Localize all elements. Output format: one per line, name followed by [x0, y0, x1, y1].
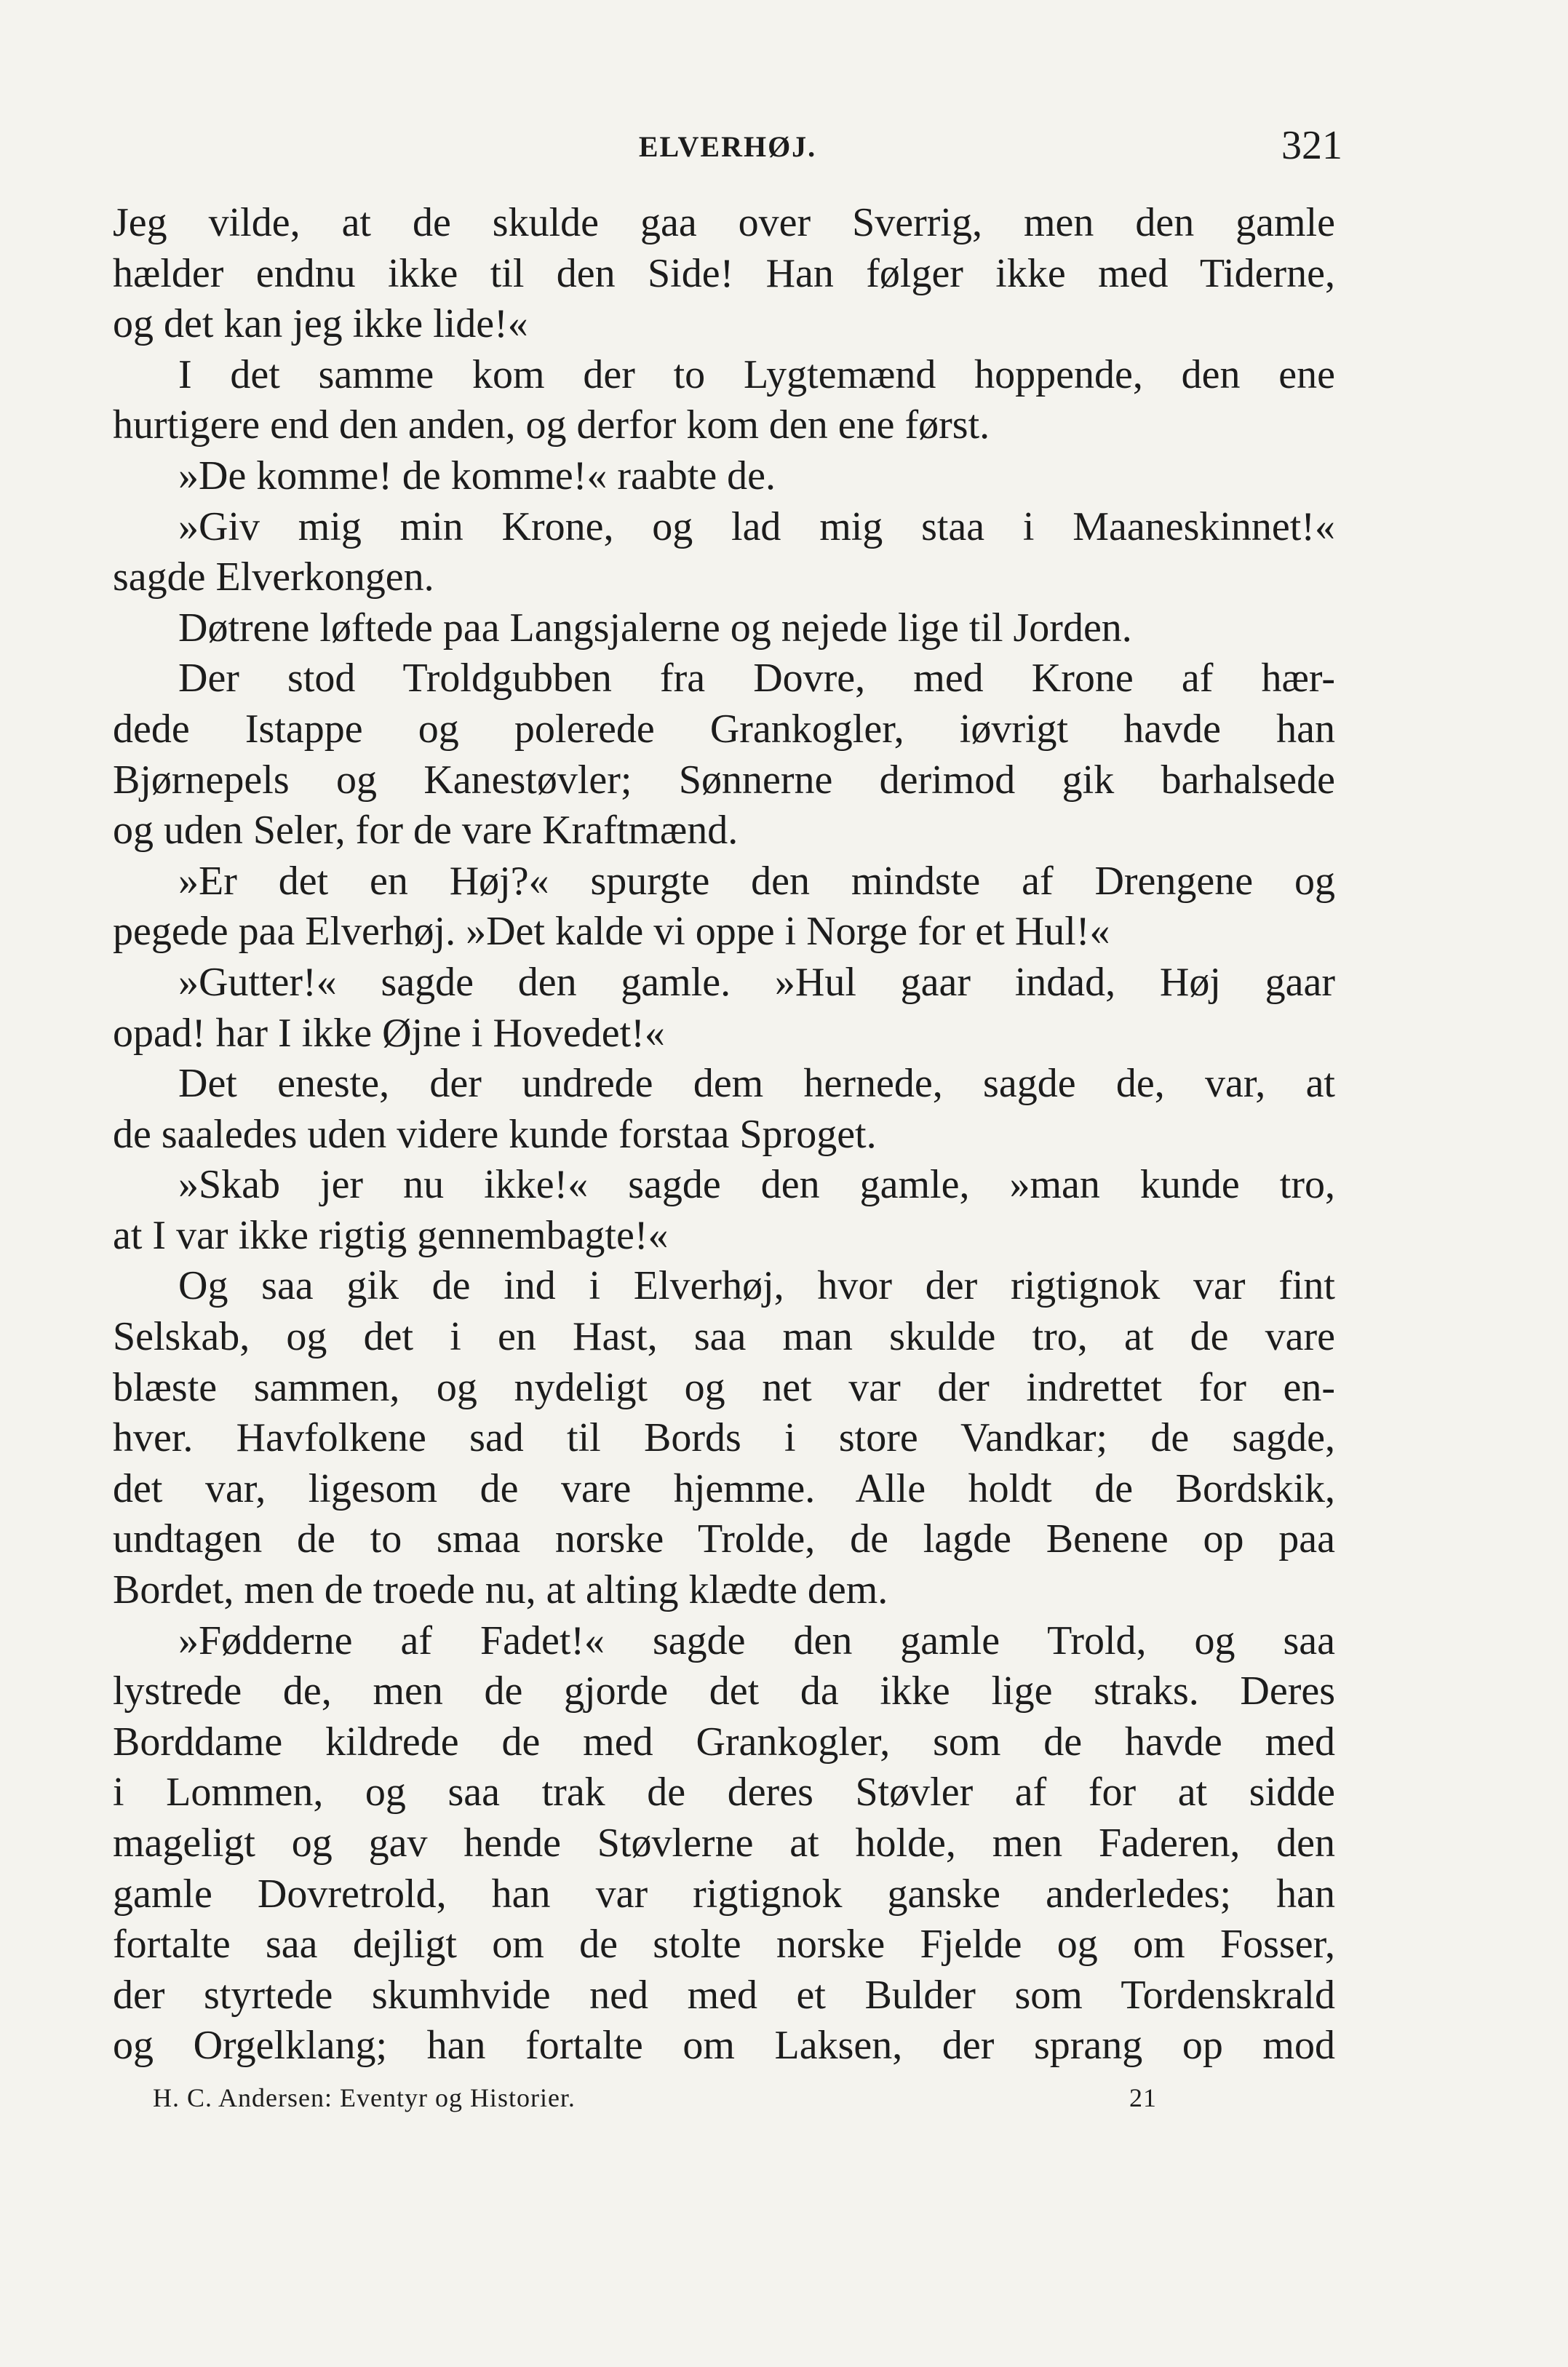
text-line: og det kan jeg ikke lide!«: [113, 301, 528, 347]
text-line: Borddame kildrede de med Grankogler, som de havde med: [113, 1719, 1335, 1765]
text-line: »Gutter!« sagde den gamle. »Hul gaar indad, Høj gaar: [178, 959, 1335, 1005]
page-number: 321: [1281, 123, 1342, 168]
text-line: Selskab, og det i en Hast, saa man skulde tro, at de vare: [113, 1314, 1335, 1360]
text-line: der styrtede skumhvide ned med et Bulder som Tordenskrald: [113, 1972, 1335, 2018]
text-line: Døtrene løftede paa Langsjalerne og nejede lige til Jorden.: [178, 605, 1132, 651]
running-head: [113, 122, 1342, 173]
text-line: mageligt og gav hende Støvlerne at holde, men Faderen, den: [113, 1821, 1335, 1866]
signature-mark: 21: [1129, 2083, 1157, 2112]
footer-book-note: H. C. Andersen: Eventyr og Historier.: [153, 2083, 576, 2112]
text-line: hurtigere end den anden, og derfor kom den ene først.: [113, 402, 990, 448]
text-line: fortalte saa dejligt om de stolte norske Fjelde og om Fosser,: [113, 1922, 1335, 1968]
text-line: Jeg vilde, at de skulde gaa over Sverrig, men den gamle: [113, 200, 1335, 245]
text-line: undtagen de to smaa norske Trolde, de lagde Benene op paa: [113, 1516, 1335, 1562]
text-line: »Giv mig min Krone, og lad mig staa i Maaneskinnet!«: [178, 504, 1335, 549]
text-line: det var, ligesom de vare hjemme. Alle holdt de Bordskik,: [113, 1465, 1335, 1511]
text-line: og uden Seler, for de vare Kraftmænd.: [113, 808, 739, 854]
text-line: dede Istappe og polerede Grankogler, iøvrigt havde han: [113, 706, 1335, 752]
running-head-title: ELVERHØJ.: [638, 130, 817, 163]
text-line: at I var ikke rigtig gennembagte!«: [113, 1212, 669, 1258]
text-line: og Orgelklang; han fortalte om Laksen, der sprang op mod: [113, 2023, 1335, 2069]
text-line: pegede paa Elverhøj. »Det kalde vi oppe i Norge for et Hul!«: [113, 909, 1110, 955]
text-line: de saaledes uden videre kunde forstaa Sproget.: [113, 1111, 877, 1157]
text-line: blæste sammen, og nydeligt og net var der indrettet for en-: [113, 1364, 1335, 1410]
text-line: sagde Elverkongen.: [113, 554, 434, 600]
text-line: I det samme kom der to Lygtemænd hoppende, den ene: [178, 351, 1335, 397]
text-line: Bjørnepels og Kanestøvler; Sønnerne derimod gik barhalsede: [113, 757, 1335, 803]
text-line: i Lommen, og saa trak de deres Støvler af for at sidde: [113, 1770, 1335, 1815]
text-line: »Skab jer nu ikke!« sagde den gamle, »man kunde tro,: [178, 1162, 1335, 1208]
body-text: [113, 198, 1335, 2072]
text-line: hver. Havfolkene sad til Bords i store Vandkar; de sagde,: [113, 1415, 1335, 1461]
text-line: gamle Dovretrold, han var rigtignok ganske anderledes; han: [113, 1871, 1335, 1917]
text-line: »Fødderne af Fadet!« sagde den gamle Trold, og saa: [178, 1618, 1335, 1663]
text-line: Der stod Troldgubben fra Dovre, med Krone af hær-: [178, 656, 1335, 701]
text-line: Bordet, men de troede nu, at alting klædte dem.: [113, 1567, 888, 1613]
text-line: Det eneste, der undrede dem hernede, sagde de, var, at: [178, 1061, 1335, 1107]
text-line: lystrede de, men de gjorde det da ikke lige straks. Deres: [113, 1668, 1335, 1714]
page-footer: [153, 2082, 1157, 2119]
text-line: »Er det en Høj?« spurgte den mindste af Drengene og: [178, 858, 1335, 904]
text-line: »De komme! de komme!« raabte de.: [178, 453, 776, 498]
text-line: opad! har I ikke Øjne i Hovedet!«: [113, 1010, 665, 1056]
text-line: Og saa gik de ind i Elverhøj, hvor der rigtignok var fint: [178, 1263, 1335, 1309]
text-line: hælder endnu ikke til den Side! Han følger ikke med Tiderne,: [113, 250, 1335, 296]
